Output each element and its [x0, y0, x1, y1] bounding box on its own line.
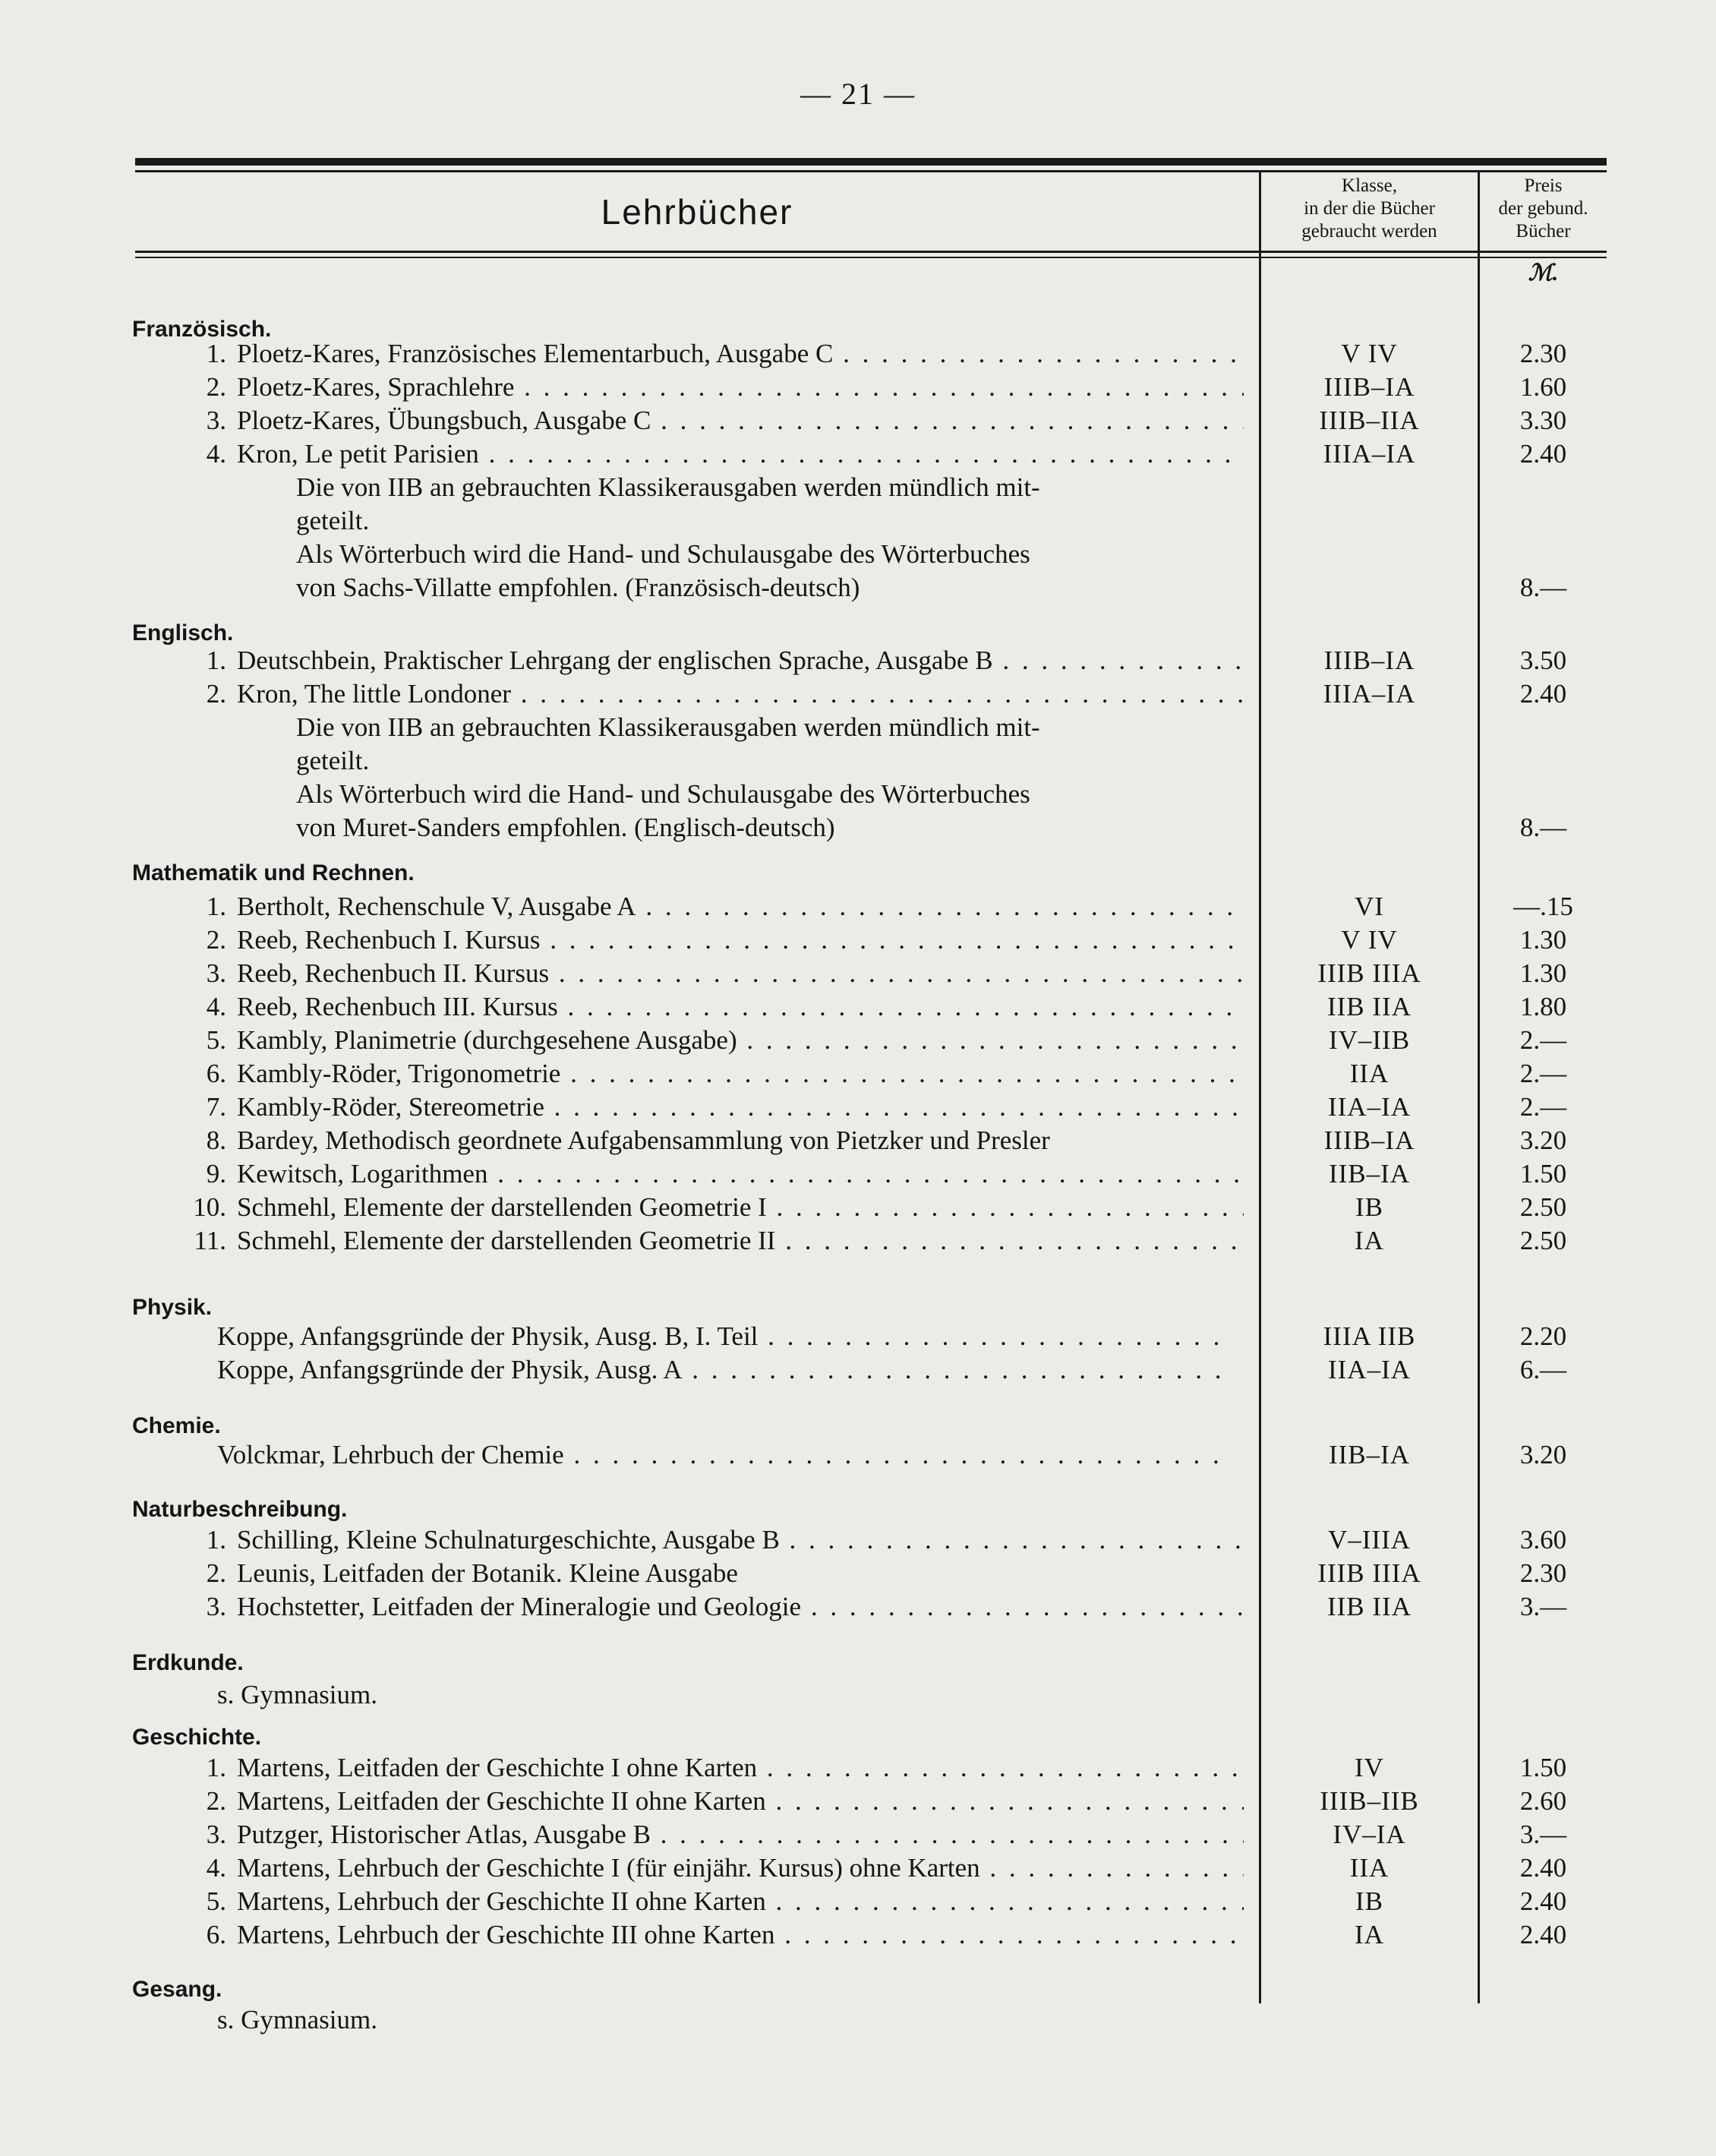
- entry-klasse: IB: [1355, 1192, 1383, 1222]
- entry-preis: 2.40: [1519, 679, 1567, 709]
- entry-preis: 6.—: [1519, 1355, 1567, 1384]
- entry-preis: 2.40: [1519, 1886, 1567, 1916]
- note-preis: 8.—: [1519, 813, 1567, 842]
- entry-klasse: V–IIIA: [1327, 1525, 1412, 1555]
- table-row: [135, 677, 1607, 711]
- table-row: [135, 1785, 1607, 1818]
- entry-title: Reeb, Rechenbuch I. Kursus . . .: [237, 923, 1244, 957]
- entry-title: Ploetz-Kares, Sprachlehre . . .: [237, 371, 1244, 404]
- table-row: [135, 404, 1607, 437]
- entry-title: Kambly-Röder, Stereometrie . . .: [237, 1091, 1244, 1124]
- table-row: [135, 1523, 1607, 1557]
- entry-klasse: VI: [1355, 892, 1384, 921]
- entry-klasse: IIIB–IA: [1323, 1125, 1415, 1155]
- entry-reference: s. Gymnasium.: [217, 1680, 377, 1709]
- entry-number: 6.: [206, 1920, 226, 1949]
- section-title-naturbeschreibung: Naturbeschreibung.: [132, 1497, 348, 1522]
- entry-title: Martens, Leitfaden der Geschichte II ohne Karten . . .: [237, 1785, 1244, 1818]
- entry-klasse: IB: [1355, 1886, 1383, 1916]
- entry-title: Martens, Lehrbuch der Geschichte I (für einjähr. Kursus) ohne Karten . . .: [237, 1851, 1244, 1885]
- note-line: geteilt.: [296, 506, 370, 535]
- note-line: Die von IIB an gebrauchten Klassikerausgaben werden mündlich mit-: [296, 472, 1040, 502]
- table-row: [135, 1191, 1607, 1224]
- entry-number: 2.: [206, 372, 226, 402]
- entry-preis: 2.—: [1519, 1059, 1567, 1088]
- table-row: [135, 2003, 1259, 2037]
- table-row: [135, 1851, 1607, 1885]
- entry-title: Ploetz-Kares, Übungsbuch, Ausgabe C . . .: [237, 404, 1244, 437]
- entry-title: Kewitsch, Logarithmen . . .: [237, 1157, 1244, 1191]
- section-title-geschichte: Geschichte.: [132, 1725, 262, 1750]
- note-woerterbuch: [296, 538, 1245, 605]
- table-row: [135, 1057, 1607, 1091]
- top-rule: [135, 158, 1607, 166]
- entry-number: 3.: [206, 1820, 226, 1849]
- entry-preis: 1.50: [1519, 1753, 1567, 1782]
- entry-preis: 2.40: [1519, 1920, 1567, 1949]
- table-row: [135, 1438, 1607, 1472]
- note-line: Als Wörterbuch wird die Hand- und Schulausgabe des Wörterbuches: [296, 779, 1030, 809]
- entry-title: Hochstetter, Leitfaden der Mineralogie und Geologie . . .: [237, 1590, 1244, 1624]
- entry-number: 5.: [206, 1025, 226, 1055]
- table-row: [135, 1224, 1607, 1258]
- section-title-franzoesisch: Französisch.: [132, 317, 272, 342]
- entry-number: 5.: [206, 1886, 226, 1916]
- entry-title: Bardey, Methodisch geordnete Aufgabensammlung von Pietzker und Presler: [237, 1125, 1050, 1155]
- table-row: [135, 437, 1607, 471]
- entry-klasse: IIIB–IA: [1323, 646, 1415, 675]
- entry-klasse: IA: [1355, 1226, 1384, 1255]
- entry-reference: s. Gymnasium.: [217, 2005, 377, 2034]
- entry-title: Putzger, Historischer Atlas, Ausgabe B . . .: [237, 1818, 1244, 1851]
- entry-number: 4.: [206, 992, 226, 1021]
- entry-klasse: IA: [1355, 1920, 1384, 1949]
- entry-number: 3.: [206, 958, 226, 988]
- entry-preis: 2.40: [1519, 439, 1567, 469]
- table-row: [135, 371, 1607, 404]
- table-row: [135, 957, 1607, 990]
- entry-klasse: IV: [1355, 1753, 1384, 1782]
- entry-title: Reeb, Rechenbuch III. Kursus . . .: [237, 990, 1244, 1024]
- section-title-mathematik: Mathematik und Rechnen.: [132, 860, 415, 885]
- table-row: [135, 644, 1607, 677]
- entry-number: 1.: [206, 892, 226, 921]
- klasse-column-header: [1261, 175, 1478, 251]
- entry-preis: 2.20: [1519, 1321, 1567, 1351]
- entry-title: Kron, The little Londoner . . .: [237, 677, 1244, 711]
- entry-preis: 3.20: [1519, 1125, 1567, 1155]
- entry-preis: 3.30: [1519, 406, 1567, 435]
- entry-title: Leunis, Leitfaden der Botanik. Kleine Ausgabe: [237, 1558, 738, 1588]
- entry-number: 3.: [206, 406, 226, 435]
- entry-preis: 2.—: [1519, 1092, 1567, 1122]
- entry-klasse: IIA: [1349, 1853, 1390, 1883]
- entry-klasse: IIB–IA: [1328, 1159, 1411, 1188]
- table-row: [135, 1353, 1607, 1387]
- table-row: [135, 1320, 1607, 1353]
- entry-klasse: IIIA IIB: [1323, 1321, 1416, 1351]
- table-row: [135, 1557, 1607, 1590]
- entry-title: Volckmar, Lehrbuch der Chemie . . .: [217, 1438, 1224, 1472]
- entry-preis: 2.40: [1519, 1853, 1567, 1883]
- entry-title: Ploetz-Kares, Französisches Elementarbuch, Ausgabe C . . .: [237, 337, 1244, 371]
- entry-number: 2.: [206, 1786, 226, 1816]
- header-rule-thin: [135, 257, 1607, 258]
- entry-title: Schmehl, Elemente der darstellenden Geometrie I . . .: [237, 1191, 1244, 1224]
- table-row: [135, 1157, 1607, 1191]
- preis-column-header: [1480, 175, 1607, 251]
- entry-number: 2.: [206, 925, 226, 955]
- entry-preis: 1.50: [1519, 1159, 1567, 1188]
- preis-header-line: der gebund.: [1498, 198, 1588, 219]
- entry-title: Martens, Lehrbuch der Geschichte III ohne Karten . . .: [237, 1918, 1244, 1952]
- entry-number: 3.: [206, 1592, 226, 1621]
- klasse-header-line: in der die Bücher: [1304, 198, 1435, 219]
- entry-title: Kambly, Planimetrie (durchgesehene Ausgabe) . . .: [237, 1024, 1244, 1057]
- entry-klasse: IIIB–IIA: [1319, 406, 1420, 435]
- entry-title: Koppe, Anfangsgründe der Physik, Ausg. A . . .: [217, 1353, 1224, 1387]
- table-row: [135, 923, 1607, 957]
- entry-klasse: IIB IIA: [1327, 992, 1412, 1021]
- table-row: [135, 1091, 1607, 1124]
- entry-preis: 2.30: [1519, 1558, 1567, 1588]
- entry-preis: 1.80: [1519, 992, 1567, 1021]
- entry-preis: 3.—: [1519, 1820, 1567, 1849]
- table-row: [135, 1590, 1607, 1624]
- entry-number: 4.: [206, 439, 226, 469]
- entry-number: 4.: [206, 1853, 226, 1883]
- entry-title: Schilling, Kleine Schulnaturgeschichte, Ausgabe B . . .: [237, 1523, 1244, 1557]
- entry-title: Deutschbein, Praktischer Lehrgang der englischen Sprache, Ausgabe B . . .: [237, 644, 1244, 677]
- table-row: [135, 1024, 1607, 1057]
- page-number: — 21 —: [800, 77, 916, 111]
- preis-header-line: Preis: [1524, 175, 1563, 196]
- entry-number: 6.: [206, 1059, 226, 1088]
- textbook-table: [132, 158, 1607, 2003]
- entry-title: Martens, Leitfaden der Geschichte I ohne Karten . . .: [237, 1751, 1244, 1785]
- entry-preis: 2.60: [1519, 1786, 1567, 1816]
- note-line: von Sachs-Villatte empfohlen. (Französisch-deutsch): [296, 573, 860, 602]
- entry-number: 2.: [206, 679, 226, 709]
- note-klassiker: [296, 711, 1245, 778]
- table-header-title: Lehrbücher: [601, 192, 793, 232]
- entry-number: 11.: [194, 1226, 226, 1255]
- entry-preis: 3.—: [1519, 1592, 1567, 1621]
- section-title-physik: Physik.: [132, 1295, 213, 1320]
- entry-number: 7.: [206, 1092, 226, 1122]
- entry-title: Reeb, Rechenbuch II. Kursus . . .: [237, 957, 1244, 990]
- table-row: [135, 1751, 1607, 1785]
- entry-klasse: IIA: [1349, 1059, 1390, 1088]
- table-row: [135, 1818, 1607, 1851]
- entry-preis: 2.—: [1519, 1025, 1567, 1055]
- entry-preis: 3.60: [1519, 1525, 1567, 1555]
- entry-title: Kron, Le petit Parisien . . .: [237, 437, 1244, 471]
- note-line: Als Wörterbuch wird die Hand- und Schulausgabe des Wörterbuches: [296, 539, 1030, 569]
- entry-title: Koppe, Anfangsgründe der Physik, Ausg. B, I. Teil . . .: [217, 1320, 1224, 1353]
- entry-preis: 3.20: [1519, 1440, 1567, 1469]
- entry-preis: —.15: [1513, 892, 1573, 921]
- entry-klasse: IV–IIB: [1328, 1025, 1411, 1055]
- entry-title: Bertholt, Rechenschule V, Ausgabe A . . .: [237, 890, 1244, 923]
- entry-preis: 1.30: [1519, 925, 1567, 955]
- top-rule-thin: [135, 170, 1607, 172]
- entry-klasse: V IV: [1341, 339, 1398, 368]
- entry-klasse: IIIB IIIA: [1317, 958, 1421, 988]
- entry-title: Schmehl, Elemente der darstellenden Geometrie II . . .: [237, 1224, 1244, 1258]
- entry-klasse: IIIA–IA: [1323, 439, 1416, 469]
- entry-number: 8.: [206, 1125, 226, 1155]
- note-woerterbuch: [296, 778, 1245, 844]
- entry-number: 2.: [206, 1558, 226, 1588]
- table-row: [135, 1918, 1607, 1952]
- note-line: geteilt.: [296, 746, 370, 775]
- entry-preis: 2.50: [1519, 1226, 1567, 1255]
- section-title-chemie: Chemie.: [132, 1413, 221, 1438]
- entry-klasse: IIA–IA: [1327, 1092, 1412, 1122]
- entry-preis: 2.30: [1519, 339, 1567, 368]
- entry-number: 1.: [206, 1525, 226, 1555]
- entry-klasse: V IV: [1341, 925, 1398, 955]
- entry-klasse: IIIA–IA: [1323, 679, 1416, 709]
- note-line: von Muret-Sanders empfohlen. (Englisch-deutsch): [296, 813, 835, 842]
- entry-klasse: IIIB IIIA: [1317, 1558, 1421, 1588]
- klasse-header-line: gebraucht werden: [1301, 221, 1437, 241]
- entry-klasse: IIB IIA: [1327, 1592, 1412, 1621]
- table-row: [135, 990, 1607, 1024]
- entry-number: 1.: [206, 1753, 226, 1782]
- note-klassiker: [296, 471, 1245, 538]
- entry-preis: 1.60: [1519, 372, 1567, 402]
- entry-preis: 3.50: [1519, 646, 1567, 675]
- section-title-erdkunde: Erdkunde.: [132, 1650, 244, 1675]
- currency-mark: ℳ.: [1528, 260, 1559, 286]
- entry-title: Martens, Lehrbuch der Geschichte II ohne Karten . . .: [237, 1885, 1244, 1918]
- preis-header-line: Bücher: [1516, 221, 1571, 241]
- note-line: Die von IIB an gebrauchten Klassikerausgaben werden mündlich mit-: [296, 712, 1040, 742]
- entry-klasse: IIA–IA: [1327, 1355, 1412, 1384]
- entry-preis: 2.50: [1519, 1192, 1567, 1222]
- entry-number: 9.: [206, 1159, 226, 1188]
- entry-preis: 1.30: [1519, 958, 1567, 988]
- entry-klasse: IIB–IA: [1328, 1440, 1411, 1469]
- header-rule: [135, 251, 1607, 253]
- section-title-englisch: Englisch.: [132, 620, 234, 646]
- entry-title: Kambly-Röder, Trigonometrie . . .: [237, 1057, 1244, 1091]
- entry-number: 1.: [206, 646, 226, 675]
- section-title-gesang: Gesang.: [132, 1977, 222, 2002]
- table-row: [135, 1678, 1607, 1712]
- entry-klasse: IIIB–IIB: [1320, 1786, 1419, 1816]
- entry-number: 1.: [206, 339, 226, 368]
- entry-klasse: IV–IA: [1333, 1820, 1406, 1849]
- table-row: [135, 337, 1607, 371]
- table-row: [135, 890, 1607, 923]
- note-preis: 8.—: [1519, 573, 1567, 602]
- entry-number: 10.: [193, 1192, 226, 1222]
- table-row: [135, 1885, 1607, 1918]
- klasse-header-line: Klasse,: [1342, 175, 1397, 196]
- entry-klasse: IIIB–IA: [1323, 372, 1415, 402]
- table-row: [135, 1124, 1607, 1157]
